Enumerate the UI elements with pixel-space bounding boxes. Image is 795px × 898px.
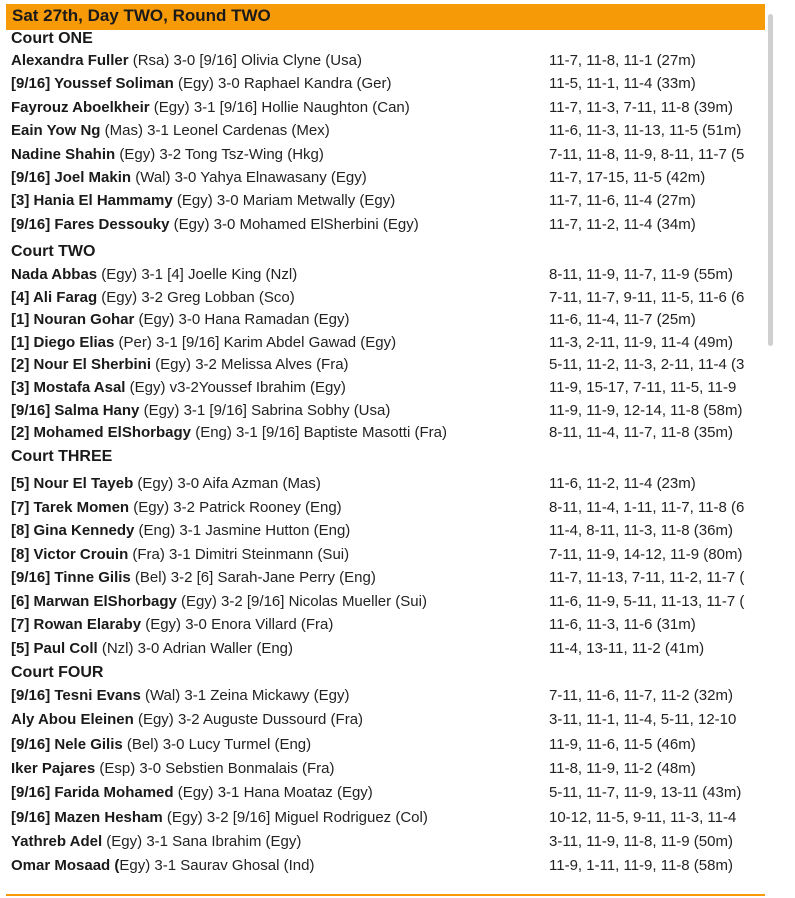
match-row: [0, 475, 766, 497]
match-detail: (Egy) 3-2 [9/16] Nicolas Mueller (Sui): [176, 592, 427, 610]
winner-name: Nada Abbas: [11, 266, 98, 283]
match-row: [0, 711, 766, 733]
match-result: [11, 424, 447, 441]
match-row: [0, 546, 766, 568]
winner-seed: [9/16]: [11, 401, 55, 419]
winner-seed: [9/16]: [11, 75, 55, 93]
winner-name: Tinne Gilis: [54, 569, 131, 586]
match-result: [11, 75, 391, 92]
match-result: [11, 809, 428, 826]
match-detail: (Fra) 3-1 Dimitri Steinmann (Sui): [128, 545, 350, 563]
game-scores: 11-8, 11-9, 11-2 (48m): [549, 759, 696, 777]
match-detail: (Egy) 3-0 Aifa Azman (Mas): [133, 475, 321, 492]
match-row: [0, 736, 766, 758]
match-detail: (Egy) 3-2 Auguste Dussourd (Fra): [133, 711, 364, 729]
game-scores: 11-6, 11-2, 11-4 (23m): [549, 475, 696, 492]
match-result: [11, 216, 419, 233]
match-detail: (Mas) 3-1 Leonel Cardenas (Mex): [100, 122, 330, 140]
match-row: [0, 857, 766, 879]
match-detail: (Wal) 3-1 Zeina Mickawy (Egy): [140, 687, 350, 704]
game-scores: 5-11, 11-2, 11-3, 2-11, 11-4 (3: [549, 356, 745, 374]
winner-seed: [9/16]: [11, 784, 55, 802]
game-scores: 11-9, 11-6, 11-5 (46m): [549, 735, 696, 753]
match-row: [0, 356, 766, 378]
court-heading: Court THREE: [11, 448, 113, 465]
winner-seed: [9/16]: [11, 569, 55, 586]
match-detail: (Esp) 3-0 Sebstien Bonmalais (Fra): [95, 759, 335, 777]
match-detail: (Egy) 3-2 Melissa Alves (Fra): [151, 356, 349, 374]
match-detail: (Per) 3-1 [9/16] Karim Abdel Gawad (Egy): [114, 333, 397, 351]
match-detail: (Egy) 3-2 [9/16] Miguel Rodriguez (Col): [162, 808, 428, 826]
match-row: [0, 809, 766, 831]
match-row: [0, 640, 766, 662]
game-scores: 11-5, 11-1, 11-4 (33m): [549, 75, 696, 93]
winner-name: Fares Dessouky: [54, 215, 170, 233]
match-result: [11, 356, 349, 373]
match-result: [11, 122, 330, 139]
winner-name: Nadine Shahin: [11, 145, 116, 163]
game-scores: 11-7, 11-2, 11-4 (34m): [549, 215, 696, 233]
match-row: [0, 99, 766, 121]
winner-name: Nele Gilis: [54, 735, 123, 753]
winner-name: Iker Pajares: [11, 759, 96, 777]
match-result: [11, 311, 349, 328]
game-scores: 11-9, 1-11, 11-9, 11-8 (58m): [549, 857, 733, 875]
winner-name: Tarek Momen: [33, 498, 130, 516]
winner-name: Omar Mosaad (: [11, 857, 120, 875]
winner-seed: [9/16]: [11, 808, 55, 826]
results-list: [0, 30, 766, 894]
game-scores: 11-6, 11-9, 5-11, 11-13, 11-7 (: [549, 592, 745, 610]
winner-name: Hania El Hammamy: [33, 192, 173, 210]
winner-name: Nouran Gohar: [33, 311, 135, 329]
game-scores: 7-11, 11-8, 11-9, 8-11, 11-7 (5: [549, 145, 745, 163]
match-row: [0, 169, 766, 191]
match-row: [0, 122, 766, 144]
game-scores: 11-7, 17-15, 11-5 (42m): [549, 169, 706, 186]
match-result: [11, 522, 350, 539]
match-detail: (Wal) 3-0 Yahya Elnawasany (Egy): [131, 169, 367, 186]
winner-seed: [7]: [11, 498, 34, 516]
match-detail: (Bel) 3-0 Lucy Turmel (Eng): [122, 735, 312, 753]
match-row: [0, 379, 766, 401]
match-row: [0, 616, 766, 638]
match-row: [0, 334, 766, 356]
match-detail: (Rsa) 3-0 [9/16] Olivia Clyne (Usa): [128, 52, 362, 69]
match-row: [0, 593, 766, 615]
game-scores: 11-9, 15-17, 7-11, 11-5, 11-9: [549, 379, 737, 396]
winner-name: Gina Kennedy: [33, 522, 135, 539]
match-result: [11, 192, 395, 209]
match-row: [0, 424, 766, 446]
game-scores: 7-11, 11-9, 14-12, 11-9 (80m): [549, 545, 743, 563]
winner-name: Fayrouz Aboelkheir: [11, 98, 150, 116]
match-result: [11, 760, 335, 777]
winner-name: Salma Hany: [54, 401, 140, 419]
winner-name: Paul Coll: [33, 639, 98, 657]
match-detail: (Egy) 3-2 Greg Lobban (Sco): [97, 288, 295, 306]
match-result: [11, 640, 293, 657]
match-result: [11, 833, 301, 850]
match-row: [0, 266, 766, 288]
winner-seed: [1]: [11, 333, 34, 351]
match-row: [0, 784, 766, 806]
winner-seed: [9/16]: [11, 735, 55, 753]
match-detail: (Egy) 3-0 Mohamed ElSherbini (Egy): [169, 215, 419, 233]
game-scores: 11-6, 11-3, 11-6 (31m): [549, 616, 696, 633]
match-row: [0, 216, 766, 238]
game-scores: 3-11, 11-9, 11-8, 11-9 (50m): [549, 832, 733, 850]
match-detail: (Eng) 3-1 Jasmine Hutton (Eng): [134, 522, 351, 539]
match-detail: (Egy) 3-1 [4] Joelle King (Nzl): [97, 266, 298, 283]
match-detail: (Egy) 3-0 Hana Ramadan (Egy): [134, 311, 350, 329]
game-scores: 11-4, 8-11, 11-3, 11-8 (36m): [549, 522, 733, 539]
match-detail: (Egy) v3-2Youssef Ibrahim (Egy): [125, 379, 346, 396]
winner-name: Eain Yow Ng: [11, 122, 101, 140]
winner-seed: [3]: [11, 192, 34, 210]
winner-name: Mostafa Asal: [33, 379, 126, 396]
winner-seed: [9/16]: [11, 215, 55, 233]
winner-seed: [5]: [11, 639, 34, 657]
day-header-bar: [6, 4, 765, 30]
match-detail: (Egy) 3-1 [9/16] Hollie Naughton (Can): [149, 98, 410, 116]
game-scores: 11-7, 11-3, 7-11, 11-8 (39m): [549, 98, 733, 116]
game-scores: 8-11, 11-4, 11-7, 11-8 (35m): [549, 424, 733, 442]
match-result: [11, 146, 324, 163]
match-detail: (Egy) 3-1 Sana Ibrahim (Egy): [102, 832, 302, 850]
match-row: [0, 75, 766, 97]
winner-seed: [6]: [11, 592, 34, 610]
game-scores: 10-12, 11-5, 9-11, 11-3, 11-4: [549, 808, 737, 826]
winner-name: Farida Mohamed: [54, 784, 174, 802]
game-scores: 7-11, 11-7, 9-11, 11-5, 11-6 (6: [549, 288, 745, 306]
match-result: [11, 379, 346, 396]
match-result: [11, 475, 321, 492]
match-result: [11, 569, 376, 586]
match-row: [0, 499, 766, 521]
match-row: [0, 289, 766, 311]
winner-name: Diego Elias: [33, 333, 115, 351]
match-result: [11, 857, 314, 874]
match-detail: (Egy) 3-2 Tong Tsz-Wing (Hkg): [115, 145, 324, 163]
winner-name: Nour El Sherbini: [33, 356, 152, 374]
winner-name: Marwan ElShorbagy: [33, 592, 177, 610]
winner-seed: [8]: [11, 522, 34, 539]
bottom-divider: [6, 894, 765, 896]
court-heading: Court FOUR: [11, 664, 104, 681]
court-heading: Court ONE: [11, 30, 93, 47]
scrollbar-thumb[interactable]: [768, 14, 773, 346]
winner-name: Aly Abou Eleinen: [11, 711, 134, 729]
game-scores: 11-3, 2-11, 11-9, 11-4 (49m): [549, 333, 733, 351]
match-detail: (Nzl) 3-0 Adrian Waller (Eng): [97, 639, 294, 657]
match-row: [0, 311, 766, 333]
game-scores: 11-6, 11-3, 11-13, 11-5 (51m): [549, 122, 742, 140]
winner-seed: [2]: [11, 424, 34, 442]
match-row: [0, 569, 766, 591]
winner-seed: [4]: [11, 288, 33, 306]
match-result: [11, 616, 333, 633]
game-scores: 8-11, 11-4, 1-11, 11-7, 11-8 (6: [549, 498, 745, 516]
game-scores: 11-6, 11-4, 11-7 (25m): [549, 311, 696, 329]
match-row: [0, 833, 766, 855]
match-result: [11, 593, 427, 610]
game-scores: 8-11, 11-9, 11-7, 11-9 (55m): [549, 266, 733, 283]
match-result: [11, 499, 342, 516]
winner-name: Joel Makin: [54, 169, 132, 186]
match-result: [11, 736, 311, 753]
match-result: [11, 169, 367, 186]
match-result: [11, 711, 363, 728]
game-scores: 3-11, 11-1, 11-4, 5-11, 12-10: [549, 711, 737, 729]
winner-name: Nour El Tayeb: [33, 475, 134, 492]
winner-name: Mazen Hesham: [54, 808, 163, 826]
game-scores: 11-7, 11-13, 7-11, 11-2, 11-7 (: [549, 569, 745, 586]
match-row: [0, 522, 766, 544]
winner-seed: [7]: [11, 616, 34, 633]
winner-name: Alexandra Fuller: [11, 52, 129, 69]
match-detail: (Egy) 3-0 Mariam Metwally (Egy): [172, 192, 396, 210]
winner-name: Tesni Evans: [54, 687, 141, 704]
winner-seed: [5]: [11, 475, 34, 492]
day-header-title: Sat 27th, Day TWO, Round TWO: [12, 6, 271, 25]
match-result: [11, 52, 362, 69]
match-row: [0, 402, 766, 424]
match-result: [11, 99, 410, 116]
match-detail: (Egy) 3-0 Enora Villard (Fra): [141, 616, 334, 633]
match-detail: (Egy) 3-0 Raphael Kandra (Ger): [173, 75, 392, 93]
match-result: [11, 546, 349, 563]
match-result: [11, 687, 349, 704]
winner-seed: [9/16]: [11, 687, 55, 704]
match-result: [11, 334, 396, 351]
winner-seed: [9/16]: [11, 169, 55, 186]
match-row: [0, 760, 766, 782]
match-detail: (Bel) 3-2 [6] Sarah-Jane Perry (Eng): [130, 569, 376, 586]
match-result: [11, 289, 295, 306]
game-scores: 11-4, 13-11, 11-2 (41m): [549, 639, 705, 657]
match-row: [0, 192, 766, 214]
game-scores: 11-9, 11-9, 12-14, 11-8 (58m): [549, 401, 743, 419]
winner-name: Mohamed ElShorbagy: [33, 424, 192, 442]
match-detail: Egy) 3-1 Saurav Ghosal (Ind): [119, 857, 315, 875]
winner-name: Rowan Elaraby: [33, 616, 142, 633]
winner-seed: [2]: [11, 356, 34, 374]
winner-name: Yathreb Adel: [11, 832, 103, 850]
game-scores: 11-7, 11-6, 11-4 (27m): [549, 192, 696, 210]
match-detail: (Egy) 3-1 [9/16] Sabrina Sobhy (Usa): [139, 401, 391, 419]
winner-name: Ali Farag: [32, 288, 98, 306]
match-detail: (Egy) 3-1 Hana Moataz (Egy): [173, 784, 373, 802]
winner-name: Victor Crouin: [33, 545, 129, 563]
court-heading: Court TWO: [11, 243, 96, 260]
match-row: [0, 52, 766, 74]
winner-seed: [1]: [11, 311, 34, 329]
match-row: [0, 146, 766, 168]
match-result: [11, 784, 373, 801]
winner-seed: [3]: [11, 379, 34, 396]
match-result: [11, 266, 297, 283]
match-detail: (Egy) 3-2 Patrick Rooney (Eng): [129, 498, 342, 516]
winner-seed: [8]: [11, 545, 34, 563]
game-scores: 7-11, 11-6, 11-7, 11-2 (32m): [549, 687, 733, 704]
game-scores: 5-11, 11-7, 11-9, 13-11 (43m): [549, 784, 742, 802]
match-result: [11, 402, 390, 419]
match-row: [0, 687, 766, 709]
winner-name: Youssef Soliman: [54, 75, 174, 93]
game-scores: 11-7, 11-8, 11-1 (27m): [549, 52, 696, 69]
match-detail: (Eng) 3-1 [9/16] Baptiste Masotti (Fra): [191, 424, 447, 442]
